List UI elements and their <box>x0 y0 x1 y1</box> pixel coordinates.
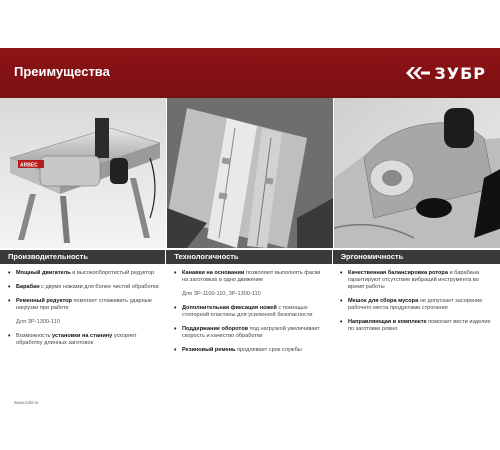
banner <box>0 48 500 98</box>
feature-item <box>340 298 494 312</box>
feature-text: под нагрузкой увеличивает скорость и качество обработки <box>182 326 320 339</box>
feature-item <box>8 298 160 312</box>
feature-item <box>174 326 326 340</box>
feature-text: помогает вести изделие по заготовке ровно <box>348 319 491 332</box>
feature-bold: Мощный двигатель <box>16 270 71 276</box>
feature-text: ускоряет обработку длинных заготовок <box>16 333 137 346</box>
feature-text: с двумя ножами для более чистой обработки <box>39 284 159 290</box>
feature-item <box>174 305 326 319</box>
feature-item <box>174 347 326 354</box>
feature-text: и высокооборотистый редуктор <box>70 270 155 276</box>
column-headers <box>0 250 500 264</box>
feature-bold: Резиновый ремень <box>182 347 236 353</box>
model-note: Для ЗР-1100-110, ЗР-1300-110 <box>182 291 261 297</box>
feature-bold: Поддержание оборотов <box>182 326 249 332</box>
feature-text: позволяют выполнять фаски на заготовках в одно движение <box>182 270 321 283</box>
brand-logo-text: ЗУБР <box>434 63 486 83</box>
column-technology <box>166 270 332 361</box>
footer-url[interactable]: www.zubr.ru <box>14 400 39 405</box>
feature-text: с помощью стопорной пластины для усиленной безопасности <box>182 305 313 318</box>
brand-logo <box>406 62 486 84</box>
feature-item <box>8 270 160 277</box>
feature-item <box>174 270 326 284</box>
feature-text: Возможность <box>16 333 53 339</box>
feature-item <box>340 270 494 291</box>
feature-item <box>8 284 160 291</box>
feature-text: помогает сглаживать ударные нагрузки при работе <box>16 298 152 311</box>
planer-knob-photo <box>334 98 500 248</box>
feature-text: не допускает засорение рабочего места продуктами строгания <box>348 298 483 311</box>
header-productivity: Производительность <box>0 250 165 264</box>
header-ergonomics: Эргономичность <box>333 250 500 264</box>
feature-bold: Качественная балансировка ротора <box>348 270 448 276</box>
feature-bold: Направляющая в комплекте <box>348 319 427 325</box>
photo-strip <box>0 98 500 248</box>
feature-bold: Канавки на основании <box>182 270 245 276</box>
feature-bold: Дополнительная фиксация ножей <box>182 305 277 311</box>
column-ergonomics <box>332 270 500 361</box>
feature-text: продлевает срок службы <box>235 347 302 353</box>
feature-columns <box>0 270 500 361</box>
feature-bold: Ременный редуктор <box>16 298 72 304</box>
feature-item <box>8 333 160 347</box>
model-note: Для ЗР-1300-110 <box>16 319 60 325</box>
planer-label: ARBEC <box>20 162 38 169</box>
header-technology: Технологичность <box>166 250 331 264</box>
feature-bold: Мешок для сбора мусора <box>348 298 419 304</box>
column-productivity <box>0 270 166 361</box>
planer-stand-photo <box>0 98 166 248</box>
feature-item <box>340 319 494 333</box>
brand-logo-icon <box>406 65 430 81</box>
banner-title: Преимущества <box>14 64 110 79</box>
feature-bold: установки на станину <box>52 333 113 339</box>
blades-closeup-photo <box>167 98 333 248</box>
feature-bold: Барабан <box>16 284 40 290</box>
feature-text: и барабана гарантируют отсутствие вибраций инструмента во время работы <box>348 270 479 290</box>
